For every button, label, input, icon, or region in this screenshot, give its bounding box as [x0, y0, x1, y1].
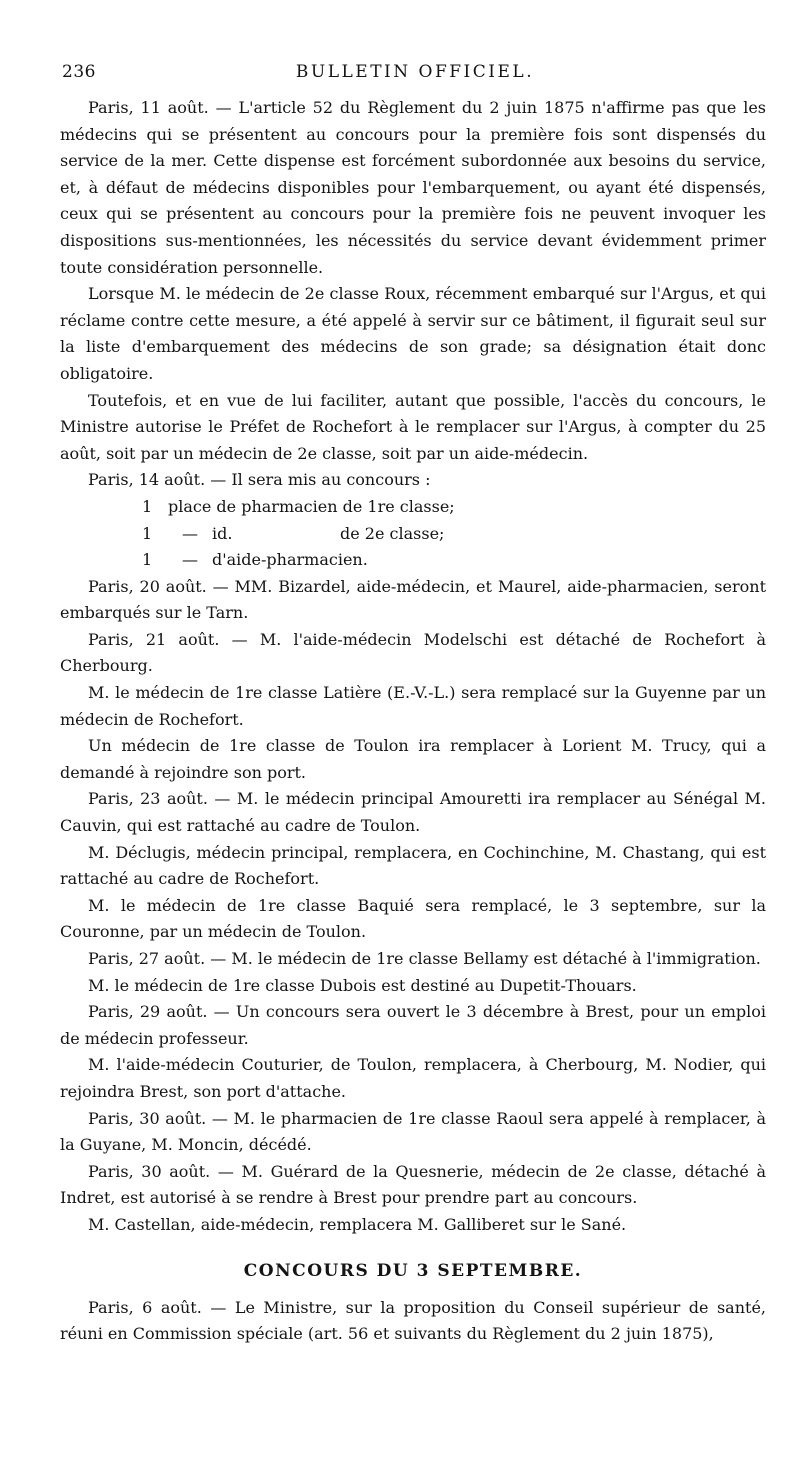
page-number: 236 [62, 62, 96, 82]
paragraph: Paris, 21 août. — M. l'aide-médecin Modelschi est détaché de Rochefort à Cherbourg. [60, 629, 766, 676]
page-header [62, 62, 768, 88]
paragraph: Paris, 14 août. — Il sera mis au concours : [88, 470, 431, 490]
paragraph: Paris, 23 août. — M. le médecin principal Amouretti ira remplacer au Sénégal M. Cauvin, qui est rattaché au cadre de Toulon. [60, 789, 766, 836]
paragraph: Paris, 20 août. — MM. Bizardel, aide-médecin, et Maurel, aide-pharmacien, seront embarqués sur le Tarn. [60, 576, 766, 623]
paragraph: Un médecin de 1re classe de Toulon ira remplacer à Lorient M. Trucy, qui a demandé à rejoindre son port. [60, 736, 766, 782]
list-item: 1 place de pharmacien de 1re classe; [142, 496, 455, 516]
section-title: CONCOURS DU 3 SEPTEMBRE. [243, 1260, 583, 1281]
paragraph: Paris, 11 août. — L'article 52 du Règlement du 2 juin 1875 n'affirme pas que les médecins qui se présentent au concours pour la première fois sont dispensés du service de la mer. Cette dispense est forcément subordonnée aux besoins du service, et, à défaut de médecins disponibles pour l'embarquement, ou ayant été dispensés, ceux qui se présentent au concours pour la première fois ne peuvent invoquer les dispositions sus-mentionnées, les nécessités du service devant évidemment primer toute considération personnelle. [60, 98, 766, 277]
paragraph: Toutefois, et en vue de lui faciliter, autant que possible, l'accès du concours, le Ministre autorise le Préfet de Rochefort à le remplacer sur l'Argus, à compter du 25 août, soit par un médecin de 2e classe, soit par un aide-médecin. [60, 390, 766, 463]
paragraph: Paris, 29 août. — Un concours sera ouvert le 3 décembre à Brest, pour un emploi de médecin professeur. [60, 1002, 766, 1048]
concours-list [60, 494, 766, 574]
paragraph: M. Castellan, aide-médecin, remplacera M. Galliberet sur le Sané. [88, 1214, 627, 1234]
paragraph: Paris, 30 août. — M. Guérard de la Quesnerie, médecin de 2e classe, détaché à Indret, est autorisé à se rendre à Brest pour prendre part au concours. [60, 1161, 766, 1208]
paragraph: Paris, 30 août. — M. le pharmacien de 1re classe Raoul sera appelé à remplacer, à la Guyane, M. Moncin, décédé. [60, 1108, 766, 1155]
list-item: 1 — id. de 2e classe; [142, 523, 445, 543]
paragraph: M. le médecin de 1re classe Baquié sera remplacé, le 3 septembre, sur la Couronne, par un médecin de Toulon. [60, 895, 766, 942]
paragraph: M. le médecin de 1re classe Dubois est destiné au Dupetit-Thouars. [88, 975, 637, 995]
running-title: BULLETIN OFFICIEL. [295, 62, 535, 82]
paragraph: Paris, 6 août. — Le Ministre, sur la proposition du Conseil supérieur de santé, réuni en Commission spéciale (art. 56 et suivants du Règlement du 2 juin 1875), [60, 1297, 766, 1344]
paragraph: M. l'aide-médecin Couturier, de Toulon, remplacera, à Cherbourg, M. Nodier, qui rejoindra Brest, son port d'attache. [60, 1055, 766, 1101]
paragraph: M. le médecin de 1re classe Latière (E.-V.-L.) sera remplacé sur la Guyenne par un médecin de Rochefort. [60, 683, 766, 729]
paragraph: Lorsque M. le médecin de 2e classe Roux, récemment embarqué sur l'Argus, et qui réclame contre cette mesure, a été appelé à servir sur ce bâtiment, il figurait seul sur la liste d'embarquement des médecins de son grade; sa désignation était donc obligatoire. [60, 284, 766, 383]
paragraph: Paris, 27 août. — M. le médecin de 1re classe Bellamy est détaché à l'immigration. [88, 949, 761, 968]
paragraph: M. Déclugis, médecin principal, remplacera, en Cochinchine, M. Chastang, qui est rattaché au cadre de Rochefort. [60, 842, 766, 889]
list-item: 1 — d'aide-pharmacien. [142, 550, 368, 570]
document-body [60, 95, 766, 1348]
